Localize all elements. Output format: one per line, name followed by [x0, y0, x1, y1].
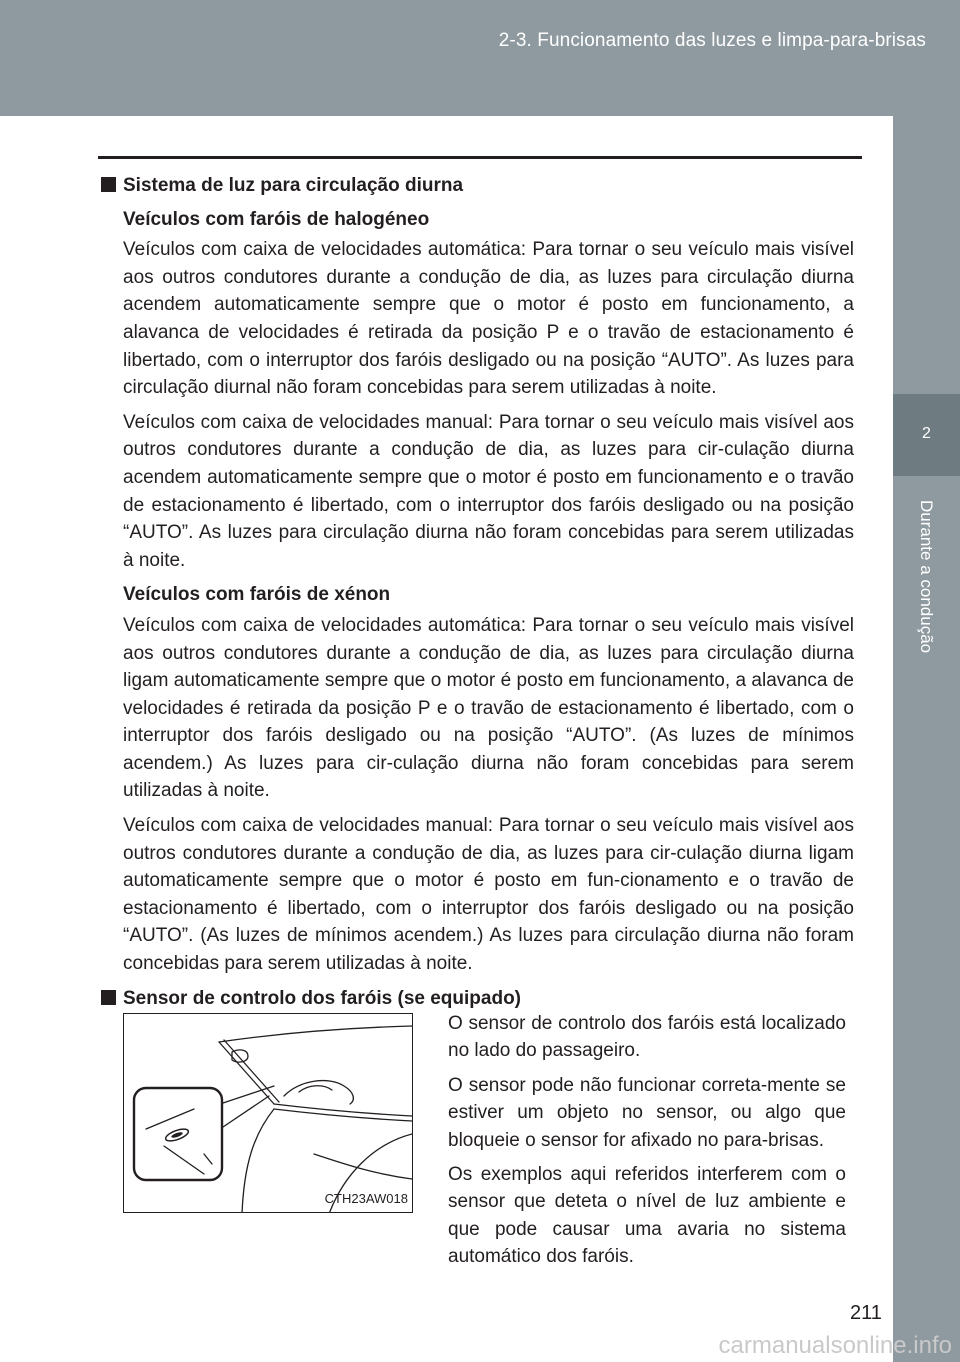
header-bar	[0, 0, 960, 116]
subheading-halogen: Veículos com faróis de halogéneo	[123, 208, 430, 230]
square-bullet-icon	[101, 177, 116, 192]
paragraph-halogen-manual: Veículos com caixa de velocidades manual: Para tornar o seu veículo mais visível aos outros condutores durante a condução de dia, as luzes para cir-culação diurna acendem automaticamente sempre que o motor é posto em funcionamento e o travão de estacionamento é libertado, com o interruptor dos faróis desligado ou na posição “AUTO”. As luzes para circulação diurna não foram concebidas para serem utilizadas à noite.	[123, 411, 854, 571]
sensor-paragraph-1: O sensor de controlo dos faróis está localizado no lado do passageiro.	[448, 1013, 846, 1062]
paragraph-halogen-automatic: Veículos com caixa de velocidades automática: Para tornar o seu veículo mais visível aos outros condutores durante a condução de dia, as luzes para circulação diurna acendem automaticamente sempre que o motor é posto em funcionamento, a alavanca de velocidades é retirada da posição P e o travão de estacionamento é libertado, com o interruptor dos faróis desligado ou na posição “AUTO”. As luzes para circulação diurnal não foram concebidas para serem utilizadas à noite.	[123, 239, 854, 399]
sensor-paragraph-2: O sensor pode não funcionar correta-mente se estiver um objeto no sensor, ou algo que bloqueie o sensor for afixado no para-brisas.	[448, 1074, 846, 1151]
chapter-side-tab	[893, 116, 960, 1362]
sensor-description	[448, 1010, 846, 1278]
paragraph-xenon-automatic: Veículos com caixa de velocidades automática: Para tornar o seu veículo mais visível aos outros condutores durante a condução de dia, as luzes para circulação diurna ligam automaticamente sempre que o motor é posto em funcionamento, a alavanca de velocidades é retirada da posição P e o travão de estacionamento é libertado, com o interruptor dos faróis desligado ou na posição “AUTO”. (As luzes de mínimos acendem.) As luzes para cir-culação diurna não foram concebidas para serem utilizadas à noite.	[123, 614, 854, 802]
section-heading-text: Sistema de luz para circulação diurna	[123, 175, 464, 196]
chapter-label: Durante a condução	[917, 500, 936, 654]
sensor-paragraph-3: Os exemplos aqui referidos interferem com o sensor que deteta o nível de luz ambiente e que pode causar uma avaria no sistema automático dos faróis.	[448, 1164, 846, 1268]
section-heading-drl	[101, 172, 854, 200]
top-rule	[98, 156, 862, 159]
figure-code: CTH23AW018	[324, 1191, 408, 1206]
windshield-sensor-icon	[124, 1014, 413, 1213]
main-content	[101, 172, 854, 1018]
section-heading-text: Sensor de controlo dos faróis (se equipado)	[123, 987, 521, 1009]
sensor-location-illustration	[123, 1013, 413, 1213]
square-bullet-icon	[101, 990, 116, 1005]
chapter-number: 2	[922, 425, 931, 442]
page-number: 211	[850, 1302, 882, 1324]
subheading-xenon: Veículos com faróis de xénon	[123, 584, 391, 606]
section-title: 2-3. Funcionamento das luzes e limpa-para-brisas	[498, 30, 926, 51]
section-heading-sensor	[101, 985, 854, 1013]
watermark: carmanualsonline.info	[718, 1332, 952, 1359]
paragraph-xenon-manual: Veículos com caixa de velocidades manual: Para tornar o seu veículo mais visível aos outros condutores durante a condução de dia, as luzes para cir-culação diurna ligam automaticamente sempre que o motor é posto em fun-cionamento e o travão de estacionamento é libertado, com o interruptor dos faróis desligado ou na posição “AUTO”. (As luzes de mínimos acendem.) As luzes para circulação diurna não foram concebidas para serem utilizadas à noite.	[123, 815, 854, 975]
